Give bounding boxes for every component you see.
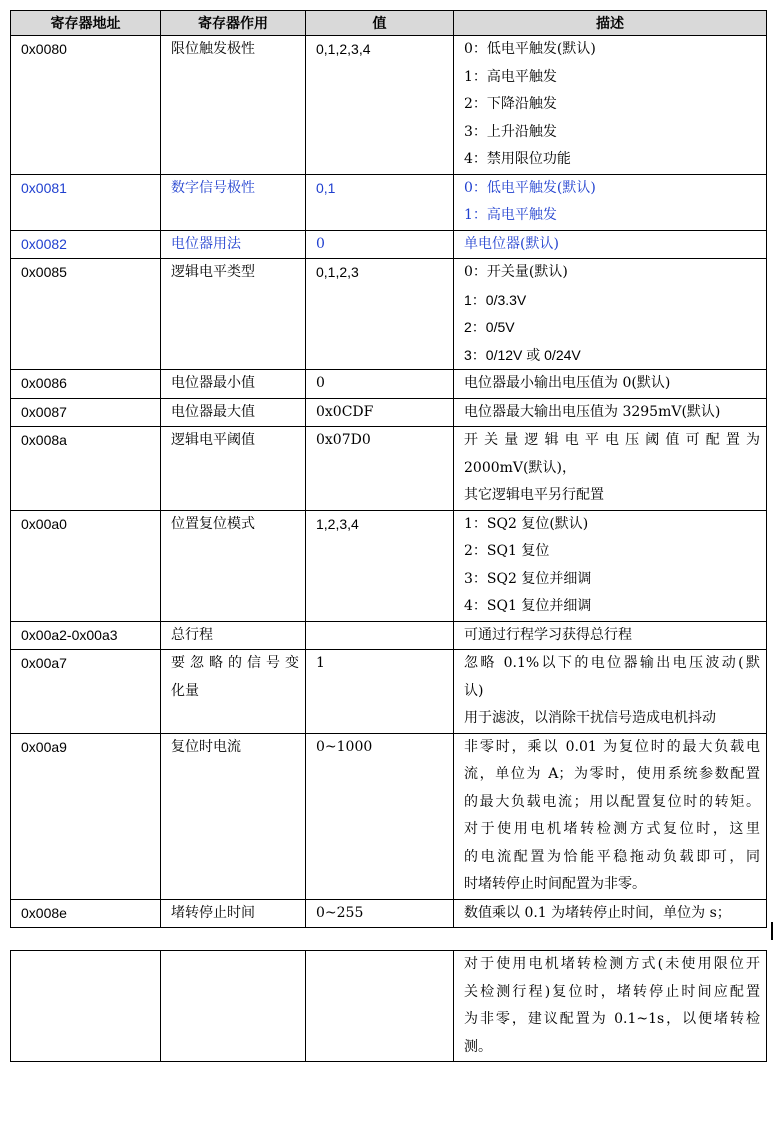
- address-text: 0x008e: [21, 904, 67, 921]
- value-text: 0: [316, 235, 325, 252]
- table-row: [11, 510, 767, 621]
- address-text: 0x0087: [21, 403, 67, 420]
- cell-description: [454, 510, 767, 621]
- table-row: [11, 427, 767, 511]
- address-text: 0x00a2-0x00a3: [21, 626, 118, 643]
- description-line: 的最大负载电流；用以配置复位时的转矩。: [464, 793, 760, 810]
- cell-function: [161, 733, 306, 899]
- description-line: 测。: [464, 1038, 492, 1055]
- cell-description: [454, 370, 767, 399]
- cell-description: [454, 621, 767, 650]
- header-address: 寄存器地址: [11, 11, 161, 36]
- value-text: 0: [316, 375, 325, 391]
- table-row: [11, 36, 767, 175]
- header-description: 描述: [454, 11, 767, 36]
- value-text: 0,1,2,3: [316, 264, 359, 280]
- cell-value: [306, 650, 454, 734]
- cell-value: [306, 427, 454, 511]
- cell-address: [11, 398, 161, 427]
- description-line: 可通过行程学习获得总行程: [464, 626, 632, 643]
- register-table: [10, 10, 767, 928]
- description-line: 对于使用电机堵转检测方式(未使用限位开: [464, 956, 760, 972]
- text-cursor: [771, 922, 773, 940]
- address-text: 0x0085: [21, 264, 67, 280]
- description-line: 2000mV(默认)，: [464, 459, 576, 476]
- cell-address: [11, 951, 161, 1062]
- cell-function: [161, 230, 306, 259]
- function-text: 逻辑电平类型: [171, 264, 255, 280]
- function-text: 电位器最大值: [171, 403, 255, 420]
- table-row: [11, 650, 767, 734]
- cell-value: [306, 370, 454, 399]
- value-text: 0,1,2,3,4: [316, 41, 371, 57]
- cell-value: [306, 510, 454, 621]
- description-line: 3：上升沿触发: [464, 123, 557, 140]
- description-line: 1：高电平触发: [464, 207, 557, 223]
- description-line: 流，单位为 A；为零时，使用系统参数配置: [464, 766, 760, 782]
- value-text: [306, 622, 453, 650]
- address-text: 0x008a: [21, 432, 67, 448]
- description-line: 0：低电平触发(默认): [464, 179, 596, 196]
- cell-function: [161, 370, 306, 399]
- description-line: 关检测行程)复位时，堵转停止时间应配置: [464, 983, 760, 1000]
- continuation-table: [10, 950, 767, 1062]
- description-line: 对于使用电机堵转检测方式复位时，这里: [464, 821, 760, 837]
- function-text: 堵转停止时间: [171, 904, 255, 921]
- table-row: [11, 951, 767, 1062]
- value-text: 1: [316, 655, 325, 671]
- address-text: 0x00a0: [21, 515, 67, 532]
- cell-value: [306, 174, 454, 230]
- cell-description: [454, 427, 767, 511]
- description-line: 0：低电平触发(默认): [464, 41, 596, 57]
- cell-description: [454, 230, 767, 259]
- cell-function: [161, 36, 306, 175]
- address-text: 0x0080: [21, 41, 67, 57]
- description-line: 时堵转停止时间配置为非零。: [464, 876, 646, 892]
- function-text: 电位器用法: [171, 235, 241, 252]
- description-line: 3：SQ2 复位并细调: [464, 570, 592, 587]
- address-text: 0x0081: [21, 179, 67, 196]
- cell-address: [11, 510, 161, 621]
- address-text: 0x0082: [21, 235, 67, 252]
- cell-address: [11, 621, 161, 650]
- cell-value: [306, 230, 454, 259]
- description-line: 认): [464, 682, 484, 699]
- cell-value: [306, 621, 454, 650]
- value-text: 0~255: [316, 904, 364, 921]
- cell-function: [161, 259, 306, 370]
- table-row: [11, 259, 767, 370]
- description-line: 3：0/12V 或 0/24V: [464, 346, 581, 363]
- description-line: 开关量逻辑电平电压阈值可配置为: [464, 432, 760, 448]
- cell-address: [11, 36, 161, 175]
- table-row: [11, 370, 767, 399]
- cell-address: [11, 899, 161, 928]
- cell-address: [11, 733, 161, 899]
- description-line: 4：禁用限位功能: [464, 151, 571, 167]
- description-line: 单电位器(默认): [464, 235, 559, 252]
- cell-function: [161, 621, 306, 650]
- function-text: 要忽略的信号变: [171, 655, 299, 671]
- cell-address: [11, 650, 161, 734]
- cell-address: [11, 174, 161, 230]
- cell-function: [161, 899, 306, 928]
- cell-value: [306, 951, 454, 1062]
- cell-description: [454, 733, 767, 899]
- table-row: [11, 174, 767, 230]
- description-line: 1：0/3.3V: [464, 291, 527, 308]
- cell-description: [454, 36, 767, 175]
- cell-description: [454, 951, 767, 1062]
- description-line: 数值乘以 0.1 为堵转停止时间，单位为 s；: [464, 904, 731, 921]
- description-line: 2：0/5V: [464, 319, 515, 335]
- cell-function: [161, 510, 306, 621]
- cell-function: [161, 174, 306, 230]
- value-text: 0x07D0: [316, 432, 371, 448]
- function-text: 限位触发极性: [171, 41, 255, 57]
- cell-function: [161, 951, 306, 1062]
- cell-description: [454, 398, 767, 427]
- cell-value: [306, 36, 454, 175]
- description-line: 4：SQ1 复位并细调: [464, 598, 592, 614]
- description-line: 其它逻辑电平另行配置: [464, 487, 604, 503]
- description-line: 0：开关量(默认): [464, 264, 568, 280]
- cell-value: [306, 398, 454, 427]
- description-line: 1：SQ2 复位(默认): [464, 515, 589, 532]
- cell-value: [306, 259, 454, 370]
- address-text: 0x0086: [21, 375, 67, 391]
- value-text: 1,2,3,4: [316, 515, 359, 532]
- function-text: 总行程: [171, 626, 213, 643]
- header-value: 值: [306, 11, 454, 36]
- cell-description: [454, 259, 767, 370]
- table-row: [11, 621, 767, 650]
- cell-address: [11, 370, 161, 399]
- function-text: 位置复位模式: [171, 515, 255, 532]
- description-line: 2：下降沿触发: [464, 96, 557, 112]
- value-text: 0x0CDF: [316, 403, 374, 420]
- function-text: 电位器最小值: [171, 375, 255, 391]
- cell-description: [454, 174, 767, 230]
- description-line: 用于滤波，以消除干扰信号造成电机抖动: [464, 710, 716, 726]
- description-line: 非零时，乘以 0.01 为复位时的最大负载电: [464, 738, 760, 755]
- description-line: 1：高电平触发: [464, 68, 557, 85]
- cell-description: [454, 899, 767, 928]
- cell-function: [161, 427, 306, 511]
- table-row: [11, 230, 767, 259]
- cell-description: [454, 650, 767, 734]
- value-text: 0,1: [316, 179, 336, 196]
- header-row: [11, 11, 767, 36]
- cell-address: [11, 230, 161, 259]
- address-text: 0x00a7: [21, 655, 67, 671]
- description-line: 2：SQ1 复位: [464, 543, 550, 559]
- description-line: 的电流配置为恰能平稳拖动负载即可，同: [464, 848, 760, 865]
- description-line: 忽略 0.1%以下的电位器输出电压波动(默: [464, 655, 760, 671]
- cell-function: [161, 398, 306, 427]
- function-text: 逻辑电平阈值: [171, 432, 255, 448]
- table-row: [11, 398, 767, 427]
- cell-address: [11, 259, 161, 370]
- cell-value: [306, 733, 454, 899]
- value-text: 0~1000: [316, 738, 373, 755]
- description-line: 为非零，建议配置为 0.1~1s，以便堵转检: [464, 1011, 760, 1027]
- cell-value: [306, 899, 454, 928]
- function-text: 复位时电流: [171, 738, 241, 755]
- table-row: [11, 733, 767, 899]
- function-text: 数字信号极性: [171, 179, 255, 196]
- cell-address: [11, 427, 161, 511]
- description-line: 电位器最大输出电压值为 3295mV(默认): [464, 403, 721, 420]
- description-line: 电位器最小输出电压值为 0(默认): [464, 375, 671, 391]
- address-text: 0x00a9: [21, 738, 67, 755]
- header-function: 寄存器作用: [161, 11, 306, 36]
- function-text: 化量: [171, 682, 199, 699]
- cell-function: [161, 650, 306, 734]
- table-row: [11, 899, 767, 928]
